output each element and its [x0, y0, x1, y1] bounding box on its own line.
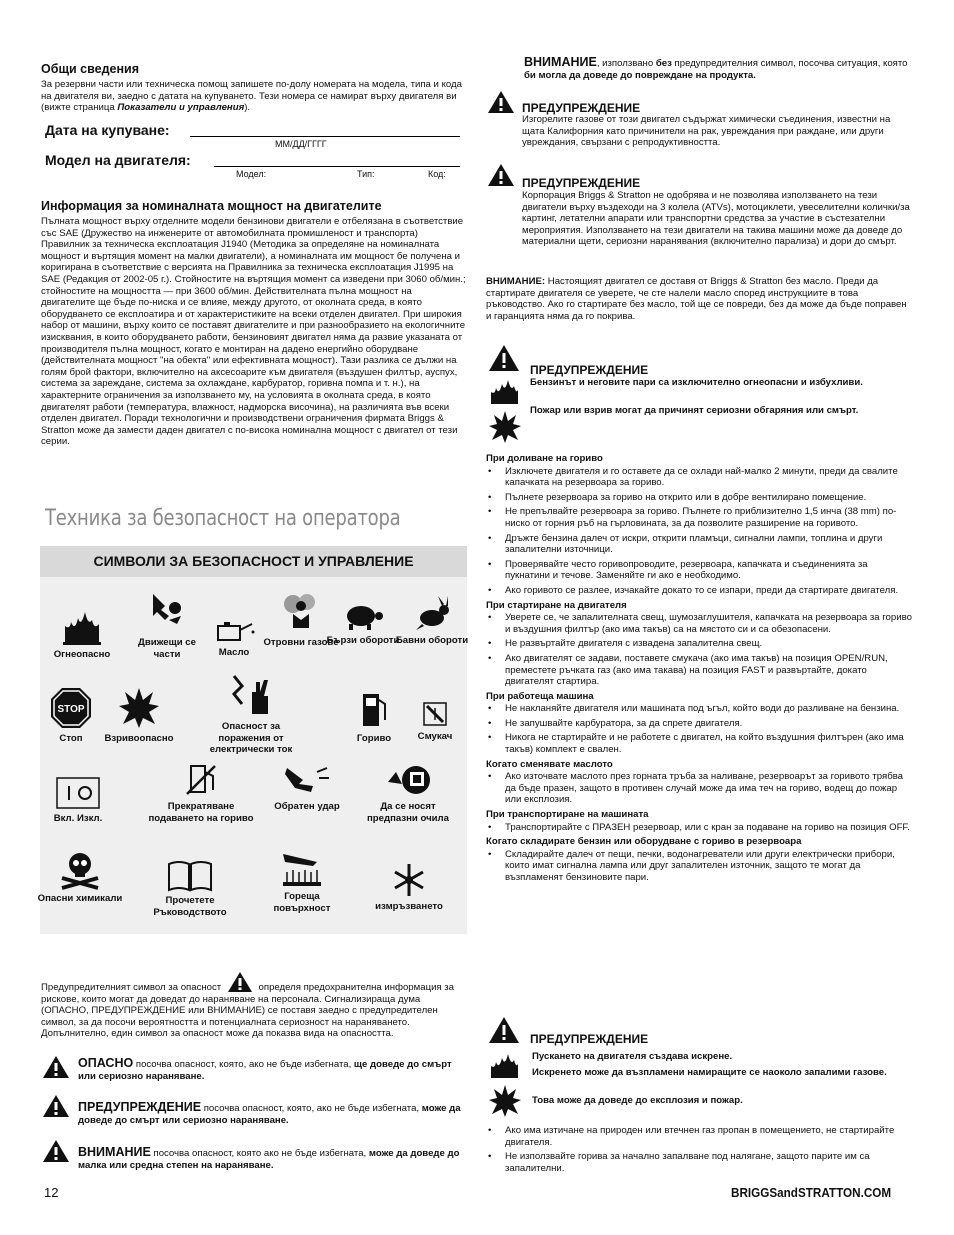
symbol-frostbite [366, 862, 452, 913]
section-title: При транспортиране на машината [486, 809, 649, 821]
list-item: • Проверявайте често горивопроводите, резервоара, капачката и съединенията за пукнатини и течове. Заменяйте ги ако е необходимо. [486, 559, 914, 582]
bullet-list [486, 822, 914, 834]
power-text: Пълната мощност върху отделните модели бензинови двигатели е отбелязана в съответствие със SAE (Дружество на инженерите от автомобилната промишленост и транспорта) Правилник за техническа експлоатация J1940 (Методика за определяне на номиналната мощност и въртящия момент на малки двигатели), а номиналната им мощност бе получена и коригирана в съответствие с версията на Правилника за техническа експлоатация J1995 на SAE (Редакция от 2002-05 г.). Стойностите на въртящия момент са изведени при 3060 об/мин.; стойностите на мощността — при 3600 об/мин. Действителната пълна мощност на двигателите ще бъде по-ниска и се влияе, между другото, от околната среда, в която оборудването се експлоатира и от характеристиките на всеки отделен двигател. При широкия набор от машини, върху които се поставят двигателите и при разнообразието на екологичните изисквания, в които оборудването работи, бензиновият двигател няма да развие указаната от производителя пълна мощност, когато е монтиран на дадено енергийно оборудване (действителната мощност "на обекта" или ефективната мощност). Тази разлика се дължи на голям брой фактори, включително на аксесоарите към двигателя (въздушен филтър, ауспух, система за зареждане, система за охлаждане, карбуратор, горивна помпа и т. н.), на характерните ограничения за използването му, на условията в околната среда, в която двигателят работи (температура, влажност, надморска височина), на различията във всеки отделен двигател. Поради технологични и производствени ограничения фирмата Briggs & Stratton може да замести даден двигател с по-висока номинална мощност с двигател от тези серии. [41, 216, 466, 448]
danger-definition [78, 1058, 466, 1082]
caution-word: ВНИМАНИЕ [78, 1145, 151, 1159]
general-text [41, 79, 467, 114]
list-item: • Транспортирайте с ПРАЗЕН резервоар, или с кран за подаване на гориво на позиция OFF. [486, 822, 914, 834]
warning-3-line2: Пожар или взрив могат да причинят сериозни обгаряния или смърт. [530, 405, 859, 416]
section-title: При доливане на гориво [486, 453, 603, 464]
section-title: При работеща машина [486, 690, 594, 702]
list-item: • Дръжте бензина далеч от искри, открити пламъци, сигнални лампи, топлина и други запалителни източници. [486, 533, 914, 556]
engine-model-code: Код: [428, 169, 446, 179]
danger-bold: ще доведе до смърт или сериозно нараняване. [78, 1059, 452, 1082]
bullet-list [486, 612, 914, 688]
section-operating [486, 691, 914, 756]
warning-4-list [486, 1125, 914, 1177]
symbol-fuel-shutoff [146, 762, 256, 824]
hazard-text-a: Предупредителният символ за опасност [41, 982, 222, 993]
warning-definition [78, 1102, 466, 1126]
general-text-b: ). [244, 102, 251, 114]
moving-parts-icon [147, 590, 187, 634]
caution-alert-icon [42, 1139, 70, 1163]
list-item: • Не препълвайте резервоара за гориво. Пълнете го приблизително 1,5 инча (38 mm) по-ниско от горния ръб на гърловината, за да позволите разширение на горивото. [486, 506, 914, 529]
explosion-icon [488, 1084, 522, 1118]
safety-alert-icon [227, 971, 253, 993]
list-item: • Уверете се, че запалителната свещ, шумозаглушителя, капачката на резервоара за гориво и въздушния филтър (ако има такъв) са на мястото си и са обезопасени. [486, 612, 914, 635]
symbol-label: Вкл. Изкл. [53, 813, 103, 824]
snowflake-icon [391, 862, 427, 898]
symbol-kickback [264, 762, 350, 813]
list-item: • Ако има изтичане на природен или втечнен газ пропан в помещението, не стартирайте двигателя. [486, 1125, 914, 1148]
turtle-icon [339, 602, 387, 632]
symbol-label: Обратен удар [274, 801, 340, 812]
danger-text: посочва опасност, която, ако не бъде избегната, [133, 1059, 354, 1070]
warning-alert-icon [487, 90, 515, 114]
oil-notice-word: ВНИМАНИЕ: [486, 276, 546, 287]
on-off-switch-icon [55, 776, 101, 810]
warning-4-title: ПРЕДУПРЕЖДЕНИЕ [530, 1032, 649, 1046]
brand-url: BRIGGSandSTRATTON.COM [731, 1185, 892, 1200]
bullet-list [486, 771, 914, 806]
page-number: 12 [44, 1185, 59, 1200]
list-item: • Складирайте далеч от пещи, печки, водонагреватели или други електрически прибори, които имат сигнална лампа или друг запалителен източник, защото те могат да възпламенят бензиновите пари. [486, 849, 914, 884]
section-storage [486, 836, 914, 883]
choke-icon [421, 700, 449, 728]
flame-icon [488, 376, 520, 406]
notice-text-b: предупредителния символ, посочва ситуация, която [671, 58, 908, 69]
symbol-label: измръзването [375, 901, 443, 912]
oil-notice-text: Настоящият двигател се доставя от Briggs & Stratton без масло. Преди да стартирате двигателя се уверете, че сте налели масло според инструкциите в това ръководство. Ако го стартирате без масло, той ще се повреди, без да може да бъде поправен и гаранцията няма да го покрива. [486, 276, 907, 322]
danger-alert-icon [42, 1055, 70, 1079]
symbol-slow [389, 596, 475, 647]
symbols-panel [37, 546, 469, 934]
section-title: Когато сменявате маслото [486, 758, 613, 770]
symbol-label: Движещи се части [138, 637, 196, 660]
list-item: • Ако горивото се разлее, изчакайте докато то се изпари, преди да стартирате двигателя. [486, 585, 914, 597]
notice-word: ВНИМАНИЕ [524, 55, 597, 69]
symbol-label: Гориво [356, 733, 392, 744]
list-item: • Не накланяйте двигателя или машината под ъгъл, който води до разливане на бензина. [486, 703, 914, 715]
warning-alert-icon [488, 1016, 520, 1044]
symbol-label: Стоп [59, 733, 83, 744]
list-item: • Не използвайте горива за начално запалване под налягане, защото парите им са запалителни. [486, 1151, 914, 1174]
symbol-flammable [39, 606, 125, 661]
open-book-icon [165, 858, 215, 892]
symbol-safety-glasses [358, 762, 458, 824]
oil-can-icon [212, 618, 256, 644]
purchase-date-label: Дата на купуване: [45, 122, 170, 138]
list-item: • Не запушвайте карбуратора, за да спрете двигателя. [486, 718, 914, 730]
fuel-shutoff-icon [183, 762, 219, 798]
hazard-text [41, 971, 467, 1040]
purchase-date-format: ММ/ДД/ГГГГ [275, 139, 327, 149]
electric-shock-icon [226, 674, 276, 718]
bullet-list [486, 849, 914, 884]
warning-4-line3: Това може да доведе до експлозия и пожар. [532, 1095, 743, 1106]
symbol-label: Прочетете Ръководството [153, 895, 227, 918]
warning-alert-icon [487, 163, 515, 187]
bullet-list [486, 466, 914, 597]
warning-alert-icon [42, 1094, 70, 1118]
caution-definition [78, 1147, 466, 1171]
general-title: Общи сведения [41, 62, 139, 76]
symbol-read-manual [147, 858, 233, 918]
general-text-link: Показатели и управления [117, 102, 245, 114]
warning-bold: може да доведе до смърт или сериозно нараняване. [78, 1103, 461, 1126]
section-title: При стартиране на двигателя [486, 599, 627, 611]
notice-bold2: би могла да доведе до повреждане на продукта. [524, 69, 756, 81]
symbol-label: Огнеопасно [53, 649, 111, 660]
safety-glasses-icon [384, 762, 432, 798]
warning-4-line1: Пускането на двигателя създава искрене. [532, 1051, 733, 1062]
notice-text-a: , използвано [596, 58, 656, 69]
notice-definition [524, 57, 914, 81]
explosion-icon [488, 410, 522, 444]
list-item: • Изключете двигателя и го оставете да се охлади най-малко 2 минути, преди да свалите капачката на резервоара за гориво. [486, 466, 914, 489]
engine-model-model: Модел: [236, 169, 267, 179]
power-title: Информация за номиналната мощност на двигателите [41, 199, 382, 213]
symbol-label: Опасни химикали [37, 893, 123, 904]
warning-1-title: ПРЕДУПРЕЖДЕНИЕ [522, 101, 641, 115]
section-starting [486, 600, 914, 688]
fuel-safety-sections [486, 451, 914, 887]
danger-word: ОПАСНО [78, 1056, 134, 1070]
flame-icon [488, 1050, 520, 1080]
stop-text: STOP [57, 704, 85, 715]
engine-model-label: Модел на двигателя: [45, 152, 191, 168]
warning-2-title: ПРЕДУПРЕЖДЕНИЕ [522, 176, 641, 190]
notice-bold1: без [655, 58, 672, 69]
symbol-chemicals [37, 850, 123, 905]
rabbit-icon [412, 596, 452, 632]
list-item: • Пълнете резервоара за гориво на открито или в добре вентилирано помещение. [486, 492, 914, 504]
skull-crossbones-icon [58, 850, 102, 890]
hazard-text-b: определя предохранителна информация за рисковe, които могат да доведат до нараняване на персонала. Сигнализираща дума (ОПАСНО, ПРЕДУПРЕЖДЕНИЕ или ВНИМАНИЕ) се поставя заедно с предупредителен символ, за да посочи вероятността и потенциалната сериозност на нараняването. Допълнително, един символ за опасност може да показва вида на опасността. [41, 982, 455, 1040]
section-refueling [486, 453, 914, 597]
list-item: • Ако източвате маслото през горната тръба за наливане, резервоарът за горивото трябва да бъде празен, защото в противен случай може да има теч на гориво, водещ до пожар или експлозия. [486, 771, 914, 806]
warning-alert-icon [488, 344, 520, 372]
section-transport [486, 809, 914, 833]
symbol-on-off [35, 776, 121, 825]
symbol-shock [196, 674, 306, 756]
explosion-icon [117, 686, 161, 730]
symbol-label: Смукач [417, 731, 453, 742]
bullet-list [486, 703, 914, 755]
warning-3-line1: Бензинът и неговите пари са изключително огнеопасни и избухливи. [530, 377, 863, 388]
warning-2-text: Корпорация Briggs & Stratton не одобрява и не позволява използването на тези двигатели върху въздеходи на 3 колела (ATVs), мотоциклети, увеселителни колички/за картинг, летателни апарати или транспортни средства за участие в състезателни мероприятия. Използването на тези двигатели на такива машини може да доведе до материални щети, сериозни наранявания (включително парализа) и дори до смърт. [522, 190, 910, 248]
warning-1-text: Изгорелите газове от този двигател съдържат химически съединения, известни на щата Калифорния като причинители на рак, увреждания при раждане, или други увреждания, свързани с репродуктивността. [522, 114, 891, 149]
engine-model-line[interactable] [214, 166, 460, 167]
symbol-label: Прекратяване подаването на гориво [148, 801, 254, 824]
toxic-fumes-icon [279, 592, 323, 634]
symbol-hot-surface [259, 848, 345, 914]
section-title: Когато складирате бензин или оборудване с гориво в резервоара [486, 836, 802, 848]
purchase-date-line[interactable] [190, 136, 460, 137]
symbol-label: Опасност за поражения от електрически ток [209, 721, 293, 755]
list-item: • Ако двигателят се задави, поставете смукача (ако има такъв) на позиция OPEN/RUN, преместете ръчката газ (ако има такава) на позиция FAST и развъртайте, докато двигателят стартира. [486, 653, 914, 688]
flame-icon [61, 606, 103, 646]
symbol-label: Да се носят предпазни очила [367, 801, 449, 824]
warning-text: посочва опасност, която, ако не бъде избегната, [201, 1103, 422, 1114]
symbol-label: Гореща повърхност [273, 891, 331, 914]
caution-text: посочва опасност, която ако не бъде избегната, [150, 1148, 369, 1159]
list-item: • Никога не стартирайте и не работете с двигател, на който въздушния филтърен (ако има такъв) комплект е свален. [486, 732, 914, 755]
warning-3-title: ПРЕДУПРЕЖДЕНИЕ [530, 363, 649, 377]
symbol-label: Бързи обороти [326, 635, 400, 646]
safety-title: Техника за безопасност на оператора [45, 506, 401, 531]
fuel-pump-icon [359, 690, 389, 730]
section-oil-change [486, 759, 914, 806]
caution-bold: може да доведе до малка или средна степен на нараняване. [78, 1148, 460, 1171]
hot-surface-icon [277, 848, 327, 888]
symbols-header: СИМВОЛИ ЗА БЕЗОПАСНОСТ И УПРАВЛЕНИЕ [40, 546, 467, 577]
oil-notice [486, 276, 914, 322]
symbol-explosive [96, 686, 182, 745]
symbol-label: Взривоопасно [104, 733, 174, 744]
symbol-label: Отровни газове [263, 637, 339, 648]
general-text-a: За резервни части или техническа помощ запишете по-долу номерата на модела, типа и кода на двигателя ви, заедно с датата на купуването. Тези номера се намират върху двигателя ви (вижте страница [41, 79, 462, 114]
list-item: • Не развъртайте двигателя с извадена запалителна свещ. [486, 638, 914, 650]
stop-sign-icon [49, 686, 93, 730]
symbol-label: Масло [218, 647, 250, 658]
kickback-icon [283, 762, 331, 798]
symbol-choke [392, 700, 478, 743]
warning-4-line2: Искренето може да възпламени намиращите се наоколо запалими газове. [532, 1067, 887, 1078]
engine-model-type: Тип: [357, 169, 375, 179]
symbol-label: Бавни обороти [395, 635, 469, 646]
warning-word: ПРЕДУПРЕЖДЕНИЕ [78, 1100, 202, 1114]
